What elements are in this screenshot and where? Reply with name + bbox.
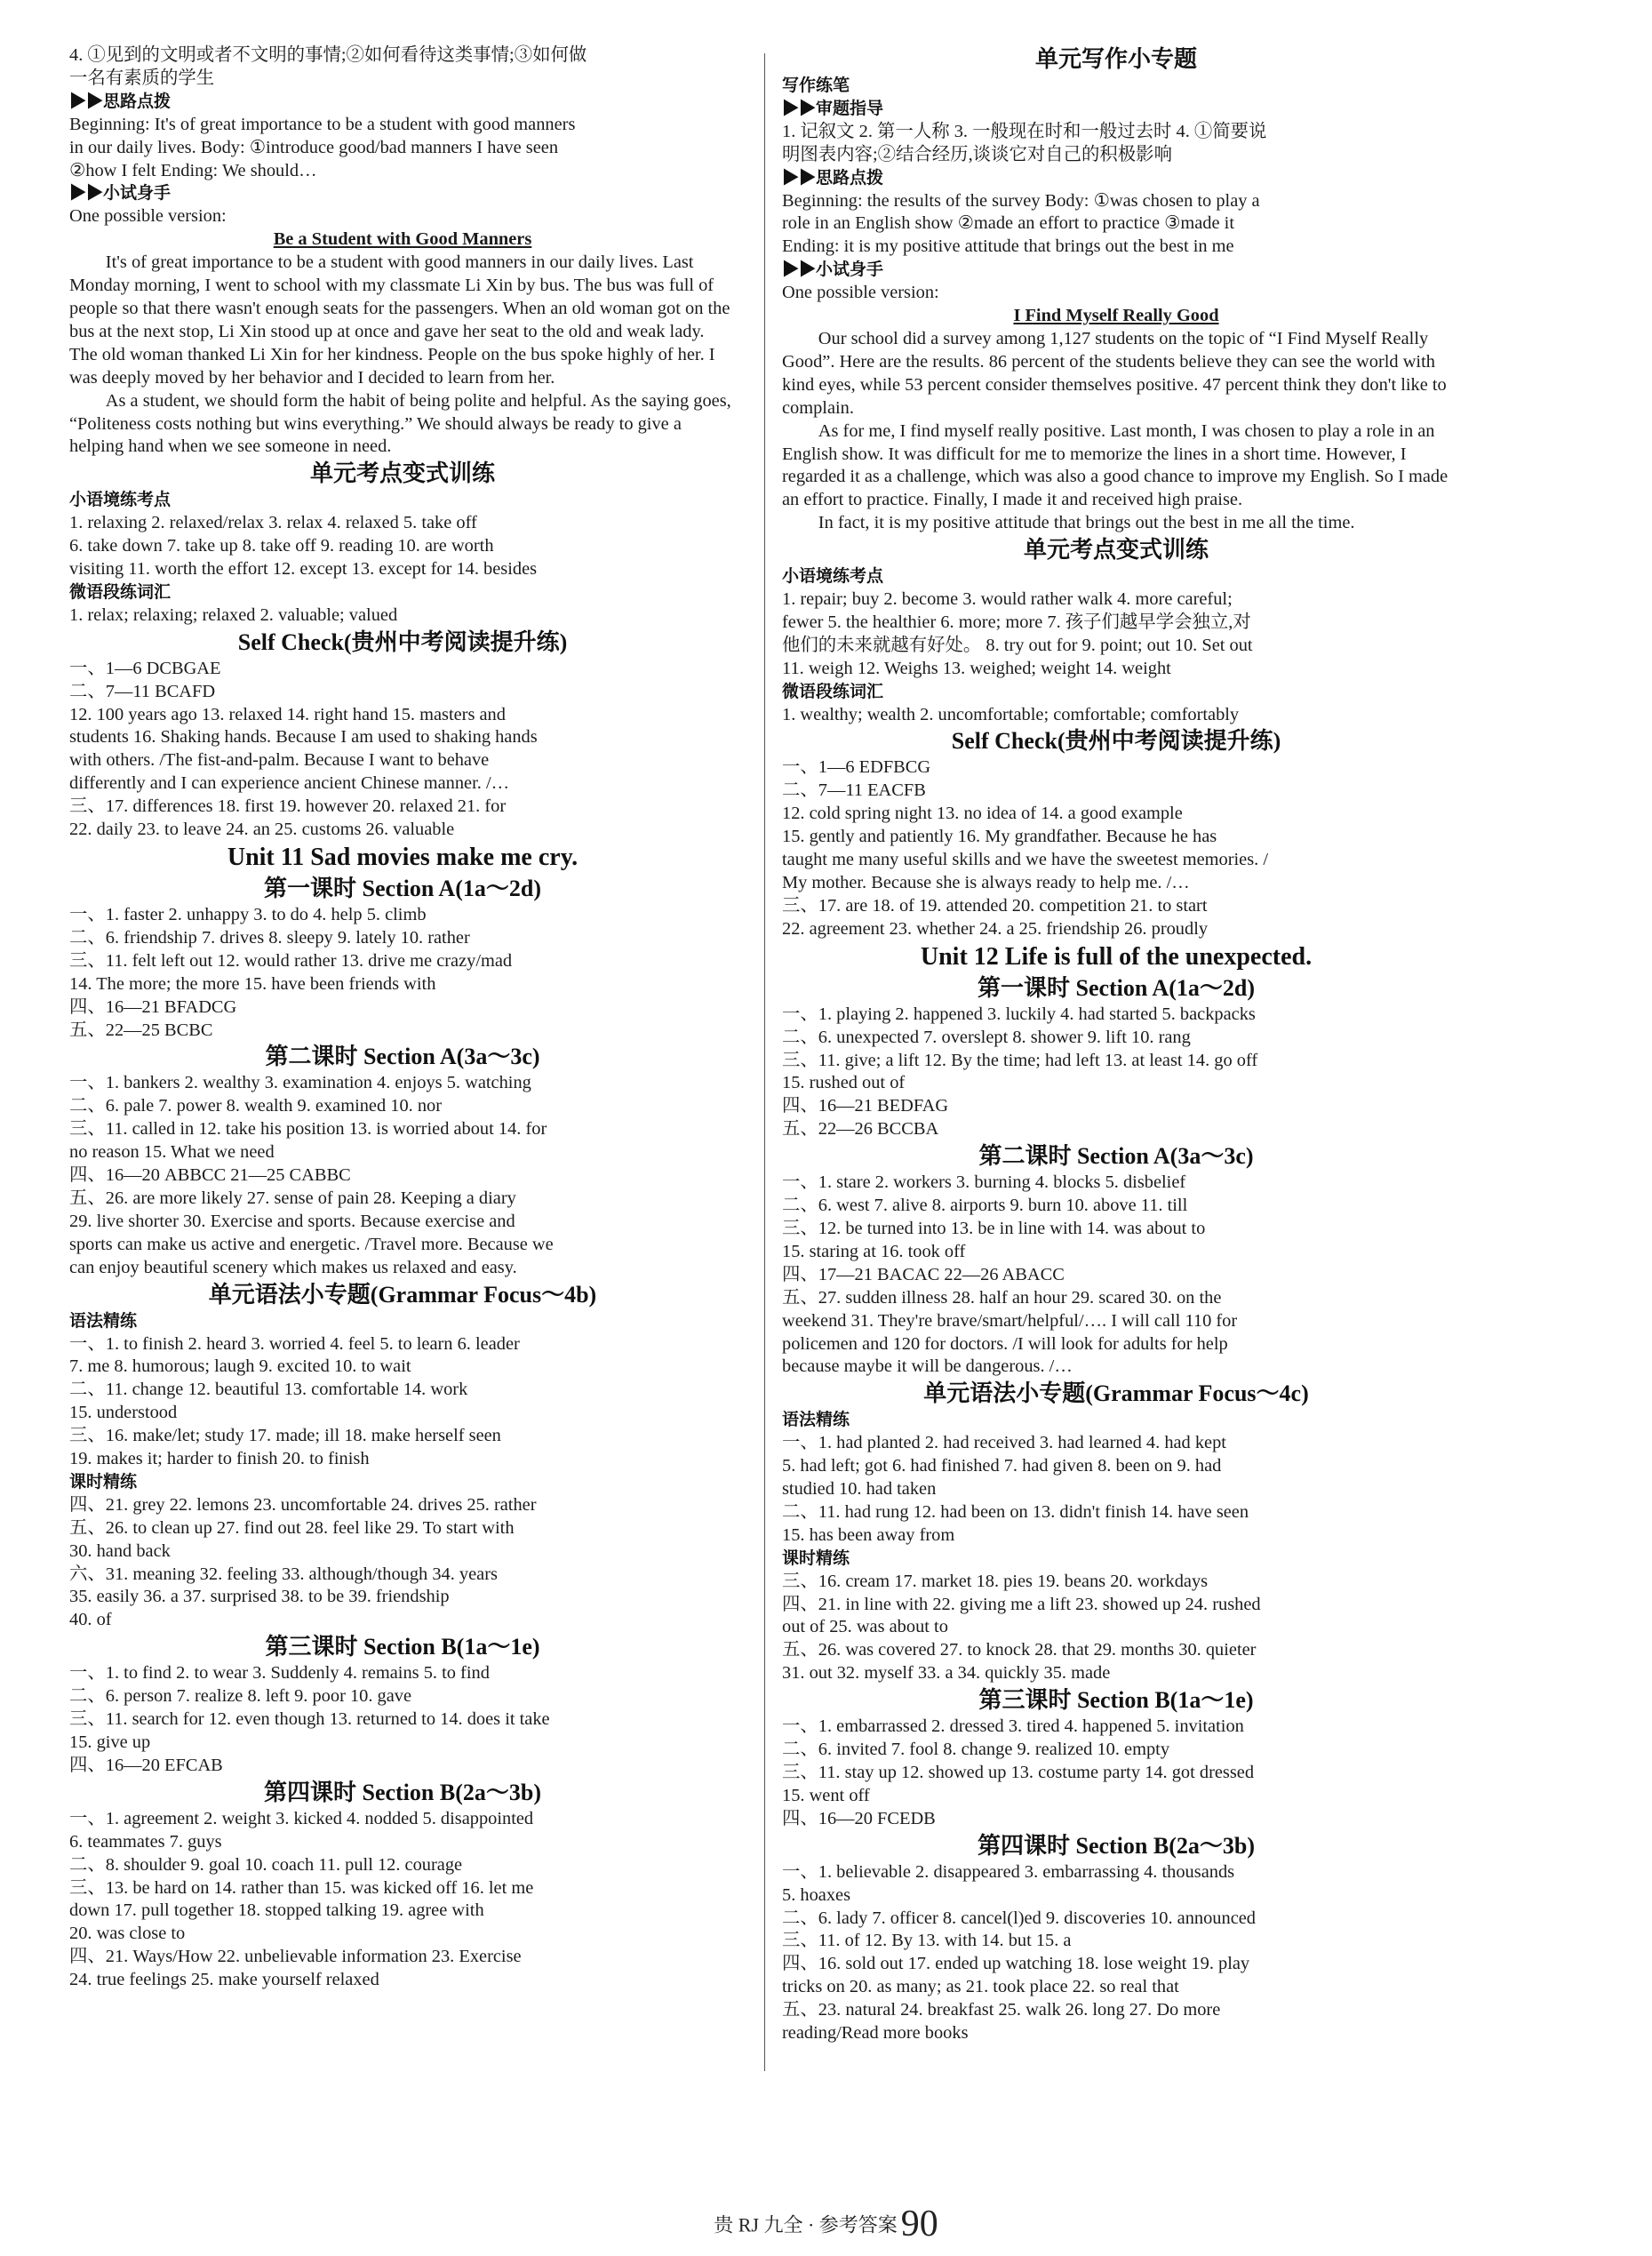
section-heading: Self Check(贵州中考阅读提升练) bbox=[237, 628, 568, 655]
answer-line: 四、17—21 BACAC 22—26 ABACC bbox=[782, 1264, 1065, 1284]
answer-line: 20. was close to bbox=[69, 1924, 186, 1944]
answer-line: fewer 5. the healthier 6. more; more 7. 孩子们越早学会独立,对 bbox=[782, 612, 1251, 632]
answer-line: 40. of bbox=[69, 1610, 112, 1630]
answer-line: 1. 记叙文 2. 第一人称 3. 一般现在时和一般过去时 4. ①简要说 bbox=[782, 121, 1267, 141]
answer-line: 三、11. stay up 12. showed up 13. costume party 14. got dressed bbox=[782, 1763, 1255, 1782]
answer-line: 15. has been away from bbox=[782, 1524, 955, 1545]
answer-line: 一、1. faster 2. unhappy 3. to do 4. help 5. climb bbox=[69, 905, 427, 924]
answer-line: 6. teammates 7. guys bbox=[69, 1831, 222, 1852]
answer-line: 二、6. west 7. alive 8. airports 9. burn 10. above 11. till bbox=[782, 1196, 1188, 1216]
answer-line: 7. me 8. humorous; laugh 9. excited 10. to wait bbox=[69, 1356, 411, 1377]
subsection-label: ▶▶思路点拨 bbox=[69, 92, 172, 111]
answer-line: 15. give up bbox=[69, 1732, 151, 1752]
answer-line: 三、12. be turned into 13. be in line with 14. was about to bbox=[782, 1218, 1206, 1238]
answer-line: 三、13. be hard on 14. rather than 15. was kicked off 16. let me bbox=[69, 1877, 534, 1898]
answer-line: 30. hand back bbox=[69, 1540, 171, 1561]
subsection-label: 微语段练词汇 bbox=[69, 582, 172, 602]
answer-line: 三、16. cream 17. market 18. pies 19. beans 20. workdays bbox=[782, 1571, 1209, 1591]
answer-line: 一、1. stare 2. workers 3. burning 4. blocks 5. disbelief bbox=[782, 1172, 1186, 1193]
answer-line: 二、6. pale 7. power 8. wealth 9. examined 10. nor bbox=[69, 1096, 443, 1116]
footer-label: 贵 RJ 九全 · 参考答案 bbox=[714, 2213, 898, 2236]
answer-line: 一、1. embarrassed 2. dressed 3. tired 4. happened 5. invitation bbox=[782, 1716, 1244, 1737]
answer-line: 15. understood bbox=[69, 1403, 178, 1423]
answer-line: tricks on 20. as many; as 21. took place 22. so real that bbox=[782, 1977, 1179, 1997]
section-heading: Self Check(贵州中考阅读提升练) bbox=[951, 728, 1281, 755]
answer-line: 明图表内容;②结合经历,谈谈它对自己的积极影响 bbox=[782, 144, 1172, 164]
column-divider bbox=[764, 53, 765, 2071]
answer-line: 12. cold spring night 13. no idea of 14. a good example bbox=[782, 804, 1183, 824]
answer-line: 四、16—21 BFADCG bbox=[69, 996, 237, 1017]
answer-line: 四、21. Ways/How 22. unbelievable information 23. Exercise bbox=[69, 1947, 522, 1967]
answer-line: 五、26. was covered 27. to knock 28. that 29. months 30. quieter bbox=[782, 1640, 1257, 1660]
subsection-label: 语法精练 bbox=[782, 1411, 850, 1430]
essay-title: I Find Myself Really Good bbox=[1013, 306, 1219, 326]
answer-line: 三、11. called in 12. take his position 13. is worried about 14. for bbox=[69, 1119, 547, 1140]
answer-line: 四、16—20 EFCAB bbox=[69, 1755, 223, 1775]
answer-line: 14. The more; the more 15. have been friends with bbox=[69, 973, 436, 994]
answer-line: weekend 31. They're brave/smart/helpful/…. I will call 110 for bbox=[782, 1310, 1238, 1331]
section-heading: 第三课时 Section B(1a～1e) bbox=[265, 1634, 540, 1660]
answer-line: 一、1. to find 2. to wear 3. Suddenly 4. remains 5. to find bbox=[69, 1663, 490, 1684]
answer-line: 15. went off bbox=[782, 1785, 870, 1805]
answer-line: role in an English show ②made an effort to practice ③made it bbox=[782, 213, 1234, 234]
answer-line: 15. rushed out of bbox=[782, 1073, 906, 1093]
answer-line: 1. relaxing 2. relaxed/relax 3. relax 4. relaxed 5. take off bbox=[69, 513, 477, 533]
answer-line: One possible version: bbox=[782, 283, 939, 303]
answer-line: 11. weigh 12. Weighs 13. weighed; weight 14. weight bbox=[782, 658, 1171, 678]
subsection-label: 语法精练 bbox=[69, 1311, 138, 1331]
answer-line: because maybe it will be dangerous. /… bbox=[782, 1356, 1073, 1377]
answer-line: 五、27. sudden illness 28. half an hour 29. scared 30. on the bbox=[782, 1287, 1222, 1308]
answer-line: My mother. Because she is always ready to help me. /… bbox=[782, 873, 1190, 892]
answer-line: 二、6. invited 7. fool 8. change 9. realized 10. empty bbox=[782, 1740, 1170, 1760]
answer-line: 一、1—6 DCBGAE bbox=[69, 658, 221, 678]
essay-paragraph: As for me, I find myself really positive. Last month, I was chosen to play a role in an English show. It was difficult for me to memorize the lines in a short time. However, I regarded it as a challenge, which was also a good chance to improve my English. So I made an effort to practice. Finally, I made it and received high praise. bbox=[782, 420, 1448, 510]
subsection-label: 小语境练考点 bbox=[69, 491, 172, 510]
answer-line: 15. staring at 16. took off bbox=[782, 1241, 966, 1261]
answer-line: 三、11. felt left out 12. would rather 13. drive me crazy/mad bbox=[69, 950, 513, 971]
answer-line: 二、7—11 BCAFD bbox=[69, 681, 216, 701]
answer-line: 一、1—6 EDFBCG bbox=[782, 757, 931, 778]
answer-line: 三、16. make/let; study 17. made; ill 18. make herself seen bbox=[69, 1426, 501, 1446]
answer-line: 四、16—20 FCEDB bbox=[782, 1808, 936, 1828]
answer-line: 22. daily 23. to leave 24. an 25. customs 26. valuable bbox=[69, 820, 455, 840]
answer-line: with others. /The fist-and-palm. Because I want to behave bbox=[69, 750, 490, 771]
answer-line: ②how I felt Ending: We should… bbox=[69, 160, 317, 180]
answer-line: 一、1. had planted 2. had received 3. had learned 4. had kept bbox=[782, 1433, 1226, 1453]
answer-line: 1. wealthy; wealth 2. uncomfortable; comfortable; comfortably bbox=[782, 704, 1240, 724]
answer-line: 二、6. person 7. realize 8. left 9. poor 10. gave bbox=[69, 1686, 412, 1707]
essay-paragraph: In fact, it is my positive attitude that brings out the best in me all the time. bbox=[818, 513, 1355, 533]
answer-line: down 17. pull together 18. stopped talking 19. agree with bbox=[69, 1900, 484, 1921]
answer-line: reading/Read more books bbox=[782, 2023, 969, 2044]
answer-line: One possible version: bbox=[69, 206, 227, 227]
subsection-label: 课时精练 bbox=[782, 1548, 850, 1568]
answer-line: 一、1. agreement 2. weight 3. kicked 4. nodded 5. disappointed bbox=[69, 1808, 534, 1828]
answer-line: 三、11. search for 12. even though 13. returned to 14. does it take bbox=[69, 1709, 550, 1730]
answer-line: 31. out 32. myself 33. a 34. quickly 35. made bbox=[782, 1663, 1111, 1684]
answer-line: Ending: it is my positive attitude that brings out the best in me bbox=[782, 236, 1234, 257]
answer-line: 四、16—20 ABBCC 21—25 CABBC bbox=[69, 1165, 351, 1186]
answer-line: 4. ①见到的文明或者不文明的事情;②如何看待这类事情;③如何做 bbox=[69, 45, 587, 65]
answer-line: in our daily lives. Body: ①introduce good/bad manners I have seen bbox=[69, 137, 559, 157]
section-heading: 第一课时 Section A(1a～2d) bbox=[263, 876, 541, 901]
answer-line: 三、17. are 18. of 19. attended 20. competition 21. to start bbox=[782, 895, 1208, 916]
page-number: 90 bbox=[900, 2204, 938, 2244]
answer-line: 12. 100 years ago 13. relaxed 14. right hand 15. masters and bbox=[69, 704, 506, 724]
answer-line: 五、23. natural 24. breakfast 25. walk 26. long 27. Do more bbox=[782, 2000, 1221, 2020]
unit-heading: Unit 12 Life is full of the unexpected. bbox=[920, 942, 1313, 971]
answer-line: 1. repair; buy 2. become 3. would rather walk 4. more careful; bbox=[782, 589, 1233, 610]
answer-line: 二、11. had rung 12. had been on 13. didn't finish 14. have seen bbox=[782, 1501, 1249, 1522]
answer-line: 一、1. believable 2. disappeared 3. embarrassing 4. thousands bbox=[782, 1861, 1235, 1882]
section-heading: 第四课时 Section B(2a～3b) bbox=[977, 1832, 1255, 1859]
answer-line: visiting 11. worth the effort 12. except 13. except for 14. besides bbox=[69, 559, 538, 580]
answer-line: 二、6. unexpected 7. overslept 8. shower 9. lift 10. rang bbox=[782, 1027, 1191, 1047]
answer-line: Beginning: the results of the survey Body: ①was chosen to play a bbox=[782, 190, 1260, 211]
subsection-label: 写作练笔 bbox=[782, 76, 850, 95]
answer-line: 一名有素质的学生 bbox=[69, 68, 215, 88]
answer-line: 五、22—26 BCCBA bbox=[782, 1119, 939, 1140]
section-heading: 单元语法小专题(Grammar Focus～4c) bbox=[923, 1380, 1309, 1407]
answer-line: 一、1. to finish 2. heard 3. worried 4. feel 5. to learn 6. leader bbox=[69, 1333, 520, 1354]
answer-line: policemen and 120 for doctors. /I will look for adults for help bbox=[782, 1333, 1228, 1354]
answer-line: 22. agreement 23. whether 24. a 25. friendship 26. proudly bbox=[782, 918, 1209, 939]
answer-line: 二、11. change 12. beautiful 13. comfortable 14. work bbox=[69, 1380, 468, 1400]
answer-line: 三、11. of 12. By 13. with 14. but 15. a bbox=[782, 1931, 1072, 1951]
essay-title: Be a Student with Good Manners bbox=[273, 229, 532, 250]
section-heading: 第一课时 Section A(1a～2d) bbox=[977, 974, 1255, 1001]
answer-line: 一、1. bankers 2. wealthy 3. examination 4. enjoys 5. watching bbox=[69, 1073, 531, 1093]
answer-line: 29. live shorter 30. Exercise and sports. Because exercise and bbox=[69, 1211, 515, 1231]
answer-line: 5. had left; got 6. had finished 7. had given 8. been on 9. had bbox=[782, 1456, 1222, 1476]
answer-line: 二、6. friendship 7. drives 8. sleepy 9. lately 10. rather bbox=[69, 927, 470, 948]
subsection-label: 微语段练词汇 bbox=[782, 682, 884, 701]
essay-paragraph: As a student, we should form the habit of being polite and helpful. As the saying goes, “Politeness costs nothing but wins everything.” We should always be ready to give a helping hand when we see someone in need. bbox=[69, 390, 731, 457]
section-heading: 单元写作小专题 bbox=[1034, 46, 1197, 72]
answer-line: 二、8. shoulder 9. goal 10. coach 11. pull 12. courage bbox=[69, 1854, 463, 1875]
answer-line: 三、11. give; a lift 12. By the time; had left 13. at least 14. go off bbox=[782, 1050, 1258, 1070]
answer-line: 19. makes it; harder to finish 20. to finish bbox=[69, 1449, 370, 1469]
answer-line: 15. gently and patiently 16. My grandfather. Because he has bbox=[782, 827, 1217, 847]
section-heading: 第三课时 Section B(1a～1e) bbox=[978, 1687, 1254, 1714]
essay-paragraph: Our school did a survey among 1,127 students on the topic of “I Find Myself Really Good”. Here are the results. 86 percent of the students believe they can see the world with kind eyes, while 53 percent consider themselves positive. 47 percent think they don't like to complain. bbox=[782, 328, 1447, 418]
answer-line: 五、26. to clean up 27. find out 28. feel like 29. To start with bbox=[69, 1517, 515, 1538]
answer-line: 五、22—25 BCBC bbox=[69, 1020, 213, 1040]
subsection-label: ▶▶思路点拨 bbox=[782, 168, 884, 188]
answer-line: 35. easily 36. a 37. surprised 38. to be 39. friendship bbox=[69, 1587, 450, 1607]
answer-line: out of 25. was about to bbox=[782, 1617, 948, 1637]
answer-line: 1. relax; relaxing; relaxed 2. valuable; valued bbox=[69, 604, 398, 625]
answer-line: 二、7—11 EACFB bbox=[782, 780, 926, 801]
answer-line: 一、1. playing 2. happened 3. luckily 4. had started 5. backpacks bbox=[782, 1004, 1256, 1024]
answer-line: differently and I can experience ancient Chinese manner. /… bbox=[69, 773, 510, 794]
answer-line: 四、21. in line with 22. giving me a lift 23. showed up 24. rushed bbox=[782, 1594, 1261, 1614]
answer-line: 24. true feelings 25. make yourself relaxed bbox=[69, 1970, 379, 1990]
answer-line: Beginning: It's of great importance to be a student with good manners bbox=[69, 114, 576, 134]
right-column bbox=[782, 44, 1450, 2045]
answer-line: 六、31. meaning 32. feeling 33. although/though 34. years bbox=[69, 1564, 498, 1584]
left-column bbox=[69, 44, 736, 1992]
answer-line: 5. hoaxes bbox=[782, 1884, 851, 1905]
subsection-label: 小语境练考点 bbox=[782, 567, 884, 587]
subsection-label: 课时精练 bbox=[69, 1472, 138, 1492]
answer-line: 四、16. sold out 17. ended up watching 18. lose weight 19. play bbox=[782, 1954, 1250, 1974]
answer-line: 四、21. grey 22. lemons 23. uncomfortable 24. drives 25. rather bbox=[69, 1494, 537, 1515]
answer-line: 他们的未来就越有好处。 8. try out for 9. point; out 10. Set out bbox=[782, 635, 1253, 655]
answer-line: 二、6. lady 7. officer 8. cancel(l)ed 9. discoveries 10. announced bbox=[782, 1908, 1256, 1928]
section-heading: 第四课时 Section B(2a～3b) bbox=[263, 1779, 541, 1805]
answer-line: can enjoy beautiful scenery which makes us relaxed and easy. bbox=[69, 1257, 517, 1277]
subsection-label: ▶▶审题指导 bbox=[782, 99, 884, 118]
section-heading: 单元语法小专题(Grammar Focus～4b) bbox=[208, 1281, 597, 1308]
subsection-label: ▶▶小试身手 bbox=[69, 184, 172, 204]
page-footer bbox=[0, 2203, 1652, 2245]
essay-paragraph: It's of great importance to be a student with good manners in our daily lives. Last Monday morning, I went to school with my classmate Li Xin by bus. The bus was full of people so that there wasn't enough seats for the passengers. When an old woman got on the bus at the next stop, Li Xin stood up at once and gave her seat to the old and weak lady. The old woman thanked Li Xin for her kindness. People on the bus spoke highly of her. I was deeply moved by her behavior and I decided to learn from her. bbox=[69, 252, 730, 388]
answer-line: sports can make us active and energetic. /Travel more. Because we bbox=[69, 1234, 554, 1254]
section-heading: 单元考点变式训练 bbox=[1023, 537, 1209, 564]
section-heading: 第二课时 Section A(3a～3c) bbox=[978, 1143, 1254, 1170]
answer-line: 四、16—21 BEDFAG bbox=[782, 1096, 949, 1116]
answer-line: 三、17. differences 18. first 19. however 20. relaxed 21. for bbox=[69, 796, 507, 817]
unit-heading: Unit 11 Sad movies make me cry. bbox=[227, 844, 579, 871]
answer-line: studied 10. had taken bbox=[782, 1479, 937, 1500]
answer-line: students 16. Shaking hands. Because I am used to shaking hands bbox=[69, 727, 538, 748]
answer-line: no reason 15. What we need bbox=[69, 1142, 275, 1163]
section-heading: 单元考点变式训练 bbox=[309, 460, 495, 487]
answer-line: taught me many useful skills and we have the sweetest memories. / bbox=[782, 850, 1269, 870]
subsection-label: ▶▶小试身手 bbox=[782, 260, 884, 280]
section-heading: 第二课时 Section A(3a～3c) bbox=[265, 1044, 540, 1070]
answer-line: 6. take down 7. take up 8. take off 9. reading 10. are worth bbox=[69, 536, 494, 556]
answer-line: 五、26. are more likely 27. sense of pain 28. Keeping a diary bbox=[69, 1188, 516, 1208]
